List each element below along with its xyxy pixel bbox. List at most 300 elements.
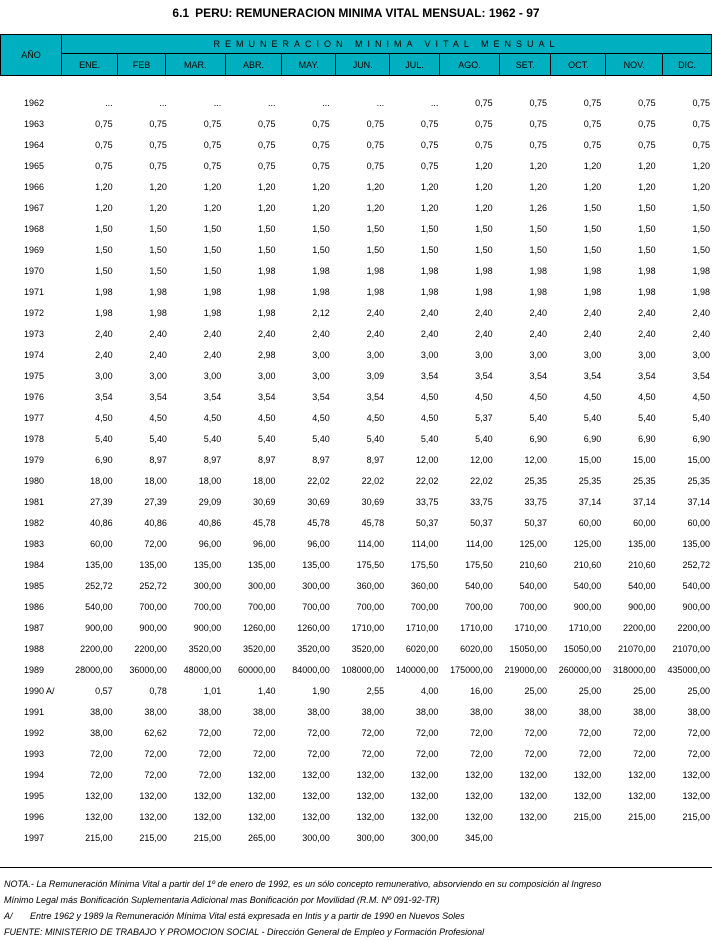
value-cell: 3,00	[95, 370, 113, 381]
value-cell: 4,50	[257, 412, 276, 423]
value-cell: 900,00	[628, 601, 656, 612]
value-cell	[603, 827, 657, 848]
value-cell: 2200,00	[623, 622, 656, 633]
value-cell: 1,98	[312, 286, 330, 297]
value-cell: 6,90	[95, 454, 113, 465]
table-row	[0, 323, 712, 344]
value-cell: 5,40	[638, 412, 656, 423]
value-cell: 1,50	[149, 265, 167, 276]
value-cell: 0,75	[149, 139, 167, 150]
value-cell: 38,00	[198, 706, 222, 717]
value-cell: 1,20	[529, 160, 547, 171]
year-cell: 1997	[24, 832, 45, 843]
value-cell: 1,50	[203, 265, 222, 276]
year-cell: 1996	[24, 811, 45, 822]
value-cell: 3,54	[692, 370, 710, 381]
table-row	[0, 764, 712, 785]
footer-divider	[0, 867, 712, 868]
value-cell: 4,50	[692, 391, 710, 402]
value-cell: 3520,00	[351, 643, 385, 654]
year-cell: 1971	[24, 286, 45, 297]
value-cell: 0,75	[312, 160, 330, 171]
value-cell: 1,20	[475, 160, 493, 171]
value-cell: 38,00	[578, 706, 602, 717]
value-cell: 132,00	[628, 769, 656, 780]
value-cell: 1,40	[257, 685, 276, 696]
value-cell: 4,50	[366, 412, 385, 423]
value-cell: 215,00	[573, 811, 602, 822]
value-cell: 540,00	[573, 580, 602, 591]
year-cell: 1984	[24, 559, 45, 570]
value-cell: ...	[268, 97, 276, 108]
value-cell: 1,50	[257, 223, 276, 234]
table-row	[0, 680, 712, 701]
value-cell: 72,00	[524, 748, 547, 759]
value-cell: 140000,00	[395, 664, 439, 675]
table-row	[0, 701, 712, 722]
value-cell: 0,75	[638, 139, 656, 150]
value-cell: ...	[322, 97, 330, 108]
value-cell: 1,50	[95, 265, 113, 276]
value-cell: 900,00	[573, 601, 602, 612]
value-cell: 540,00	[85, 601, 113, 612]
month-header: FEB	[118, 54, 165, 76]
value-cell: 16,00	[470, 685, 493, 696]
value-cell: 38,00	[252, 706, 276, 717]
table-row	[0, 470, 712, 491]
value-cell: 3520,00	[188, 643, 222, 654]
month-header: SET.	[500, 54, 551, 76]
value-cell: 25,35	[578, 475, 602, 486]
value-cell: 1,50	[203, 223, 222, 234]
value-cell: 3,54	[257, 391, 276, 402]
value-cell: 25,35	[524, 475, 547, 486]
value-cell: 132,00	[302, 811, 330, 822]
value-cell: 60,00	[687, 517, 710, 528]
value-cell: 50,37	[524, 517, 547, 528]
table-row	[0, 827, 712, 848]
value-cell: 300,00	[302, 832, 330, 843]
year-cell: 1962	[24, 97, 45, 108]
value-cell: 2,40	[583, 328, 602, 339]
value-cell: 1,98	[203, 286, 222, 297]
value-cell: 1,98	[475, 265, 493, 276]
value-cell: 84000,00	[292, 664, 330, 675]
value-cell: 72,00	[144, 769, 167, 780]
value-cell: 3,00	[366, 349, 385, 360]
value-cell: 435000,00	[667, 664, 710, 675]
value-cell: 1260,00	[242, 622, 276, 633]
table-row	[0, 743, 712, 764]
table-row	[0, 386, 712, 407]
value-cell: 1,98	[257, 265, 276, 276]
value-cell: 8,97	[312, 454, 330, 465]
value-cell: 132,00	[139, 811, 167, 822]
value-cell: 1,98	[257, 307, 276, 318]
value-cell: 38,00	[524, 706, 547, 717]
value-cell: 40,86	[90, 517, 113, 528]
value-cell: 2,40	[692, 307, 710, 318]
value-cell: 0,75	[638, 97, 656, 108]
value-cell: 28000,00	[75, 664, 113, 675]
value-cell: 700,00	[193, 601, 222, 612]
value-cell: 2,40	[203, 328, 222, 339]
value-cell: 1,98	[95, 307, 113, 318]
value-cell: 22,02	[361, 475, 385, 486]
value-cell: 2,40	[366, 328, 385, 339]
value-cell: 1,98	[583, 286, 602, 297]
value-cell: 0,75	[203, 118, 222, 129]
year-cell: 1986	[24, 601, 45, 612]
value-cell: 37,14	[687, 496, 710, 507]
value-cell	[549, 827, 603, 848]
value-cell: 0,75	[529, 118, 547, 129]
value-cell: 0,75	[312, 118, 330, 129]
value-cell: 5,40	[257, 433, 276, 444]
value-cell: 135,00	[139, 559, 167, 570]
value-cell: 0,75	[420, 139, 439, 150]
value-cell: 135,00	[628, 538, 656, 549]
value-cell: 21070,00	[672, 643, 710, 654]
year-cell: 1966	[24, 181, 45, 192]
value-cell: 96,00	[198, 538, 222, 549]
value-cell: 2,40	[475, 307, 493, 318]
value-cell: 0,75	[95, 118, 113, 129]
value-cell: 1,20	[475, 202, 493, 213]
value-cell: 265,00	[247, 832, 276, 843]
value-cell: 1,98	[475, 286, 493, 297]
value-cell: 1,98	[638, 286, 656, 297]
table-row	[0, 449, 712, 470]
value-cell: 38,00	[687, 706, 710, 717]
value-cell: 6020,00	[405, 643, 439, 654]
value-cell: 175,50	[356, 559, 385, 570]
value-cell: 132,00	[465, 811, 493, 822]
value-cell: 3,54	[366, 391, 385, 402]
month-header: JUL.	[390, 54, 440, 76]
value-cell: 1,98	[529, 286, 547, 297]
value-cell: 1710,00	[405, 622, 439, 633]
value-cell: 40,86	[144, 517, 167, 528]
value-cell: 4,50	[583, 391, 602, 402]
value-cell: 72,00	[578, 748, 602, 759]
value-cell: 5,37	[475, 412, 493, 423]
value-cell: ...	[430, 97, 439, 108]
page-title	[0, 6, 712, 20]
value-cell: 0,75	[692, 97, 710, 108]
value-cell: 1710,00	[351, 622, 385, 633]
table-row	[0, 512, 712, 533]
value-cell: 3,54	[583, 370, 602, 381]
value-cell: 72,00	[90, 748, 113, 759]
value-cell: 33,75	[524, 496, 547, 507]
value-cell: 1,98	[420, 286, 439, 297]
value-cell: 1,50	[638, 244, 656, 255]
value-cell: 5,40	[475, 433, 493, 444]
value-cell: 15,00	[633, 454, 656, 465]
value-cell: 132,00	[519, 811, 547, 822]
value-cell: 3,54	[475, 370, 493, 381]
value-cell: 1,20	[583, 160, 602, 171]
value-cell: 5,40	[420, 433, 439, 444]
value-cell: 1,50	[312, 223, 330, 234]
table-row	[0, 113, 712, 134]
value-cell: 1710,00	[568, 622, 602, 633]
value-cell: 0,75	[203, 139, 222, 150]
value-cell: 33,75	[470, 496, 493, 507]
value-cell: 210,60	[573, 559, 602, 570]
value-cell: 132,00	[628, 790, 656, 801]
value-cell: 0,75	[692, 139, 710, 150]
table-row	[0, 281, 712, 302]
value-cell: 3,00	[420, 349, 439, 360]
value-cell: 1,98	[149, 286, 167, 297]
value-cell: 0,75	[583, 118, 602, 129]
note-a-label: A/	[4, 911, 13, 921]
value-cell: 4,50	[149, 412, 167, 423]
value-cell: 700,00	[139, 601, 167, 612]
value-cell: 12,00	[470, 454, 493, 465]
value-cell: 4,00	[420, 685, 439, 696]
value-cell: 700,00	[247, 601, 276, 612]
value-cell: 1,50	[583, 244, 602, 255]
value-cell: 0,75	[475, 139, 493, 150]
value-cell: 72,00	[470, 727, 493, 738]
value-cell: 3,00	[257, 370, 276, 381]
value-cell: 3,00	[583, 349, 602, 360]
value-cell: 1,98	[366, 265, 385, 276]
value-cell: 540,00	[628, 580, 656, 591]
value-cell: 72,00	[687, 727, 710, 738]
value-cell: 132,00	[682, 769, 710, 780]
year-cell: 1988	[24, 643, 45, 654]
value-cell: 300,00	[356, 832, 385, 843]
table-row	[0, 176, 712, 197]
table-row	[0, 806, 712, 827]
value-cell: 60,00	[578, 517, 602, 528]
value-cell: 540,00	[465, 580, 493, 591]
value-cell: 4,50	[638, 391, 656, 402]
value-cell: 0,57	[95, 685, 113, 696]
table-row	[0, 239, 712, 260]
value-cell: 1,98	[312, 265, 330, 276]
value-cell: 0,75	[257, 118, 276, 129]
value-cell: 38,00	[415, 706, 439, 717]
table-row	[0, 785, 712, 806]
year-cell: 1972	[24, 307, 45, 318]
value-cell: 2,40	[692, 328, 710, 339]
value-cell: 72,00	[198, 748, 222, 759]
value-cell: 2,40	[95, 328, 113, 339]
table-row	[0, 260, 712, 281]
value-cell: 5,40	[149, 433, 167, 444]
value-cell: 3,54	[420, 370, 439, 381]
table-row	[0, 617, 712, 638]
table-row	[0, 155, 712, 176]
year-cell: 1975	[24, 370, 45, 381]
value-cell: 38,00	[144, 706, 167, 717]
value-cell: 22,02	[470, 475, 493, 486]
value-cell: 6020,00	[460, 643, 493, 654]
year-cell: 1976	[24, 391, 45, 402]
value-cell: 1,50	[638, 223, 656, 234]
value-cell: 18,00	[144, 475, 167, 486]
value-cell: 132,00	[247, 769, 276, 780]
year-cell: 1982	[24, 517, 45, 528]
value-cell: 1,50	[529, 223, 547, 234]
value-cell: 72,00	[307, 727, 330, 738]
source-note: FUENTE: MINISTERIO DE TRABAJO Y PROMOCION SOCIAL - Dirección General de Empleo y Formación Profesional	[4, 927, 485, 937]
value-cell: 3,00	[475, 349, 493, 360]
value-cell: 72,00	[524, 727, 547, 738]
value-cell: 5,40	[529, 412, 547, 423]
value-cell: 38,00	[470, 706, 493, 717]
year-cell: 1967	[24, 202, 45, 213]
value-cell: 132,00	[519, 790, 547, 801]
year-cell: 1993	[24, 748, 45, 759]
value-cell: 252,72	[85, 580, 113, 591]
value-cell: 38,00	[307, 706, 330, 717]
value-cell: 1,20	[312, 202, 330, 213]
value-cell: 72,00	[252, 727, 276, 738]
month-header: MAY.	[282, 54, 336, 76]
value-cell: 1,98	[203, 307, 222, 318]
table-row	[0, 344, 712, 365]
value-cell: 360,00	[410, 580, 439, 591]
value-cell: 1,50	[583, 223, 602, 234]
month-header: JUN.	[336, 54, 390, 76]
value-cell: 72,00	[687, 748, 710, 759]
year-cell: 1980	[24, 475, 45, 486]
value-cell: 300,00	[193, 580, 222, 591]
value-cell: 1,20	[149, 181, 167, 192]
value-cell: 1,01	[203, 685, 222, 696]
value-cell: 12,00	[524, 454, 547, 465]
month-header: NOV.	[606, 54, 663, 76]
value-cell: 1,20	[420, 181, 439, 192]
value-cell: 215,00	[85, 832, 113, 843]
table-row	[0, 302, 712, 323]
value-cell: 1,50	[420, 223, 439, 234]
year-cell: 1965	[24, 160, 45, 171]
value-cell: 15050,00	[563, 643, 602, 654]
year-cell: 1991	[24, 706, 45, 717]
value-cell: 2,40	[583, 307, 602, 318]
value-cell: 300,00	[410, 832, 439, 843]
value-cell: 45,78	[361, 517, 385, 528]
value-cell: 72,00	[470, 748, 493, 759]
value-cell: 3,54	[203, 391, 222, 402]
footnotes	[4, 876, 601, 940]
value-cell: 135,00	[85, 559, 113, 570]
value-cell: 18,00	[90, 475, 113, 486]
value-cell: 1,20	[366, 202, 385, 213]
value-cell: 132,00	[356, 769, 385, 780]
value-cell: 8,97	[257, 454, 276, 465]
value-cell: 2,40	[638, 307, 656, 318]
value-cell: 360,00	[356, 580, 385, 591]
value-cell: 1260,00	[297, 622, 330, 633]
note-line-1: NOTA.- La Remuneración Mínima Vital a partir del 1º de enero de 1992, es un sólo concepto remunerativo, absorviendo en su composición al Ingreso	[4, 879, 602, 889]
value-cell: 114,00	[357, 538, 385, 549]
value-cell: 60000,00	[237, 664, 276, 675]
value-cell: 25,35	[633, 475, 656, 486]
value-cell: 38,00	[90, 706, 113, 717]
value-cell: 1,50	[312, 244, 330, 255]
year-cell: 1979	[24, 454, 45, 465]
value-cell: 2,40	[475, 328, 493, 339]
value-cell: 72,00	[144, 538, 167, 549]
value-cell: 0,75	[203, 160, 222, 171]
value-cell: 215,00	[682, 811, 710, 822]
value-cell: 4,50	[312, 412, 330, 423]
value-cell: 1,20	[692, 160, 710, 171]
value-cell: ...	[213, 97, 222, 108]
value-cell: 2,55	[366, 685, 385, 696]
year-cell: 1995	[24, 790, 45, 801]
value-cell: 0,75	[638, 118, 656, 129]
value-cell: 1,50	[366, 244, 385, 255]
value-cell: 132,00	[302, 769, 330, 780]
table-header	[0, 34, 712, 76]
value-cell: 1,50	[257, 244, 276, 255]
value-cell: 1,20	[203, 202, 222, 213]
value-cell: 27,39	[144, 496, 167, 507]
value-cell: 0,75	[529, 97, 547, 108]
year-cell: 1968	[24, 223, 45, 234]
value-cell: 25,00	[524, 685, 547, 696]
value-cell: 30,69	[252, 496, 276, 507]
value-cell: 6,90	[529, 433, 547, 444]
table-row	[0, 491, 712, 512]
value-cell: 37,14	[578, 496, 602, 507]
value-cell: 132,00	[356, 790, 385, 801]
value-cell: 700,00	[410, 601, 439, 612]
value-cell: 1,98	[95, 286, 113, 297]
value-cell: 0,75	[529, 139, 547, 150]
value-cell: 29,09	[198, 496, 222, 507]
value-cell: 15,00	[687, 454, 710, 465]
value-cell: 3,54	[638, 370, 656, 381]
value-cell: 5,40	[692, 412, 710, 423]
value-cell: 132,00	[247, 811, 276, 822]
value-cell: 540,00	[519, 580, 547, 591]
value-cell: 5,40	[203, 433, 222, 444]
value-cell: 2,12	[312, 307, 330, 318]
table-row	[0, 575, 712, 596]
value-cell: 135,00	[682, 538, 710, 549]
value-cell: 132,00	[410, 790, 439, 801]
value-cell: 72,00	[361, 727, 385, 738]
value-cell: 45,78	[307, 517, 330, 528]
value-cell: 132,00	[85, 811, 113, 822]
value-cell: 900,00	[85, 622, 113, 633]
value-cell: 5,40	[366, 433, 385, 444]
value-cell: 1,50	[692, 244, 710, 255]
value-cell: 1,26	[529, 202, 547, 213]
value-cell: 2,40	[366, 307, 385, 318]
value-cell: 210,60	[628, 559, 656, 570]
value-cell: 0,75	[583, 139, 602, 150]
value-cell: 1,20	[529, 181, 547, 192]
value-cell: 1,20	[366, 181, 385, 192]
value-cell: 72,00	[633, 748, 656, 759]
month-header: ENE.	[62, 54, 118, 76]
value-cell: 0,75	[366, 118, 385, 129]
value-cell: 132,00	[573, 790, 602, 801]
value-cell: 135,00	[193, 559, 222, 570]
year-cell: 1970	[24, 265, 45, 276]
